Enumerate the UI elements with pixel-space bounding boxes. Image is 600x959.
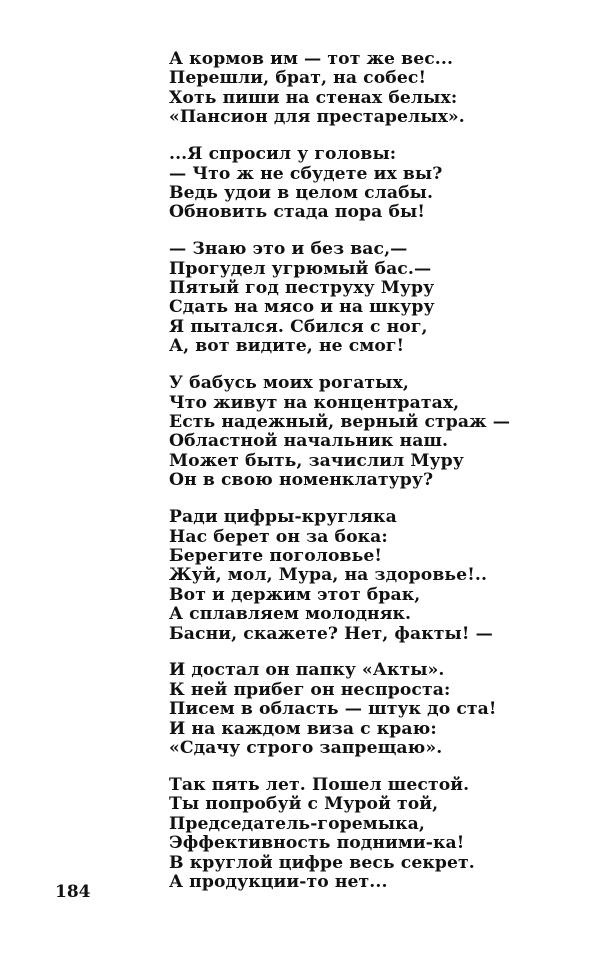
stanza-4 bbox=[169, 373, 510, 491]
stanza-3 bbox=[169, 240, 499, 356]
poem-line: «Пансион для престарелых». bbox=[169, 107, 465, 128]
poem-line: Ведь удои в целом слабы. bbox=[169, 182, 434, 203]
poem-line: Областной начальник наш. bbox=[169, 431, 449, 452]
poem-line: А продукции-то нет... bbox=[169, 872, 388, 893]
poem-line: К ней прибег он неспроста: bbox=[169, 679, 451, 700]
poem-line: «Сдачу строго запрещаю». bbox=[169, 738, 443, 759]
poem-line: Сдать на мясо и на шкуру bbox=[169, 297, 435, 318]
poem-line: А кормов им — тот же вес... bbox=[169, 49, 454, 69]
stanza-1 bbox=[169, 50, 499, 128]
stanza-6 bbox=[169, 661, 499, 758]
stanza-7 bbox=[169, 776, 499, 892]
poem-line: Я пытался. Сбился с ног, bbox=[169, 316, 428, 337]
poem-line: А сплавляем молодняк. bbox=[169, 604, 412, 625]
poem-line: Ты попробуй с Мурой той, bbox=[169, 794, 439, 815]
poem-line: Так пять лет. Пошел шестой. bbox=[169, 775, 470, 795]
poem-line: Эффективность подними-ка! bbox=[169, 833, 465, 854]
poem-line: Пятый год пеструху Муру bbox=[169, 278, 435, 299]
poem-line: Берегите поголовье! bbox=[169, 545, 383, 566]
poem-line: Перешли, брат, на собес! bbox=[169, 68, 427, 89]
poem-line: — Что ж не сбудете их вы? bbox=[169, 163, 443, 184]
poem-line: Вот и держим этот брак, bbox=[169, 584, 421, 605]
stanza-5 bbox=[169, 508, 499, 644]
poem-line: Есть надежный, верный страж — bbox=[169, 412, 510, 432]
poem-line: Председатель-горемыка, bbox=[169, 813, 425, 834]
poem-line: Он в свою номенклатуру? bbox=[169, 470, 434, 491]
poem-line: Басни, скажете? Нет, факты! — bbox=[169, 623, 493, 644]
stanza-2 bbox=[169, 145, 499, 223]
poem-line: В круглой цифре весь секрет. bbox=[169, 852, 475, 873]
poem-line: Может быть, зачислил Муру bbox=[169, 450, 464, 471]
poem-line: Что живут на концентратах, bbox=[169, 392, 460, 413]
poem-line: Прогудел угрюмый бас.— bbox=[169, 258, 432, 279]
poem-line: А, вот видите, не смог! bbox=[169, 336, 405, 357]
poem-line: — Знаю это и без вас,— bbox=[169, 239, 408, 260]
poem-line: Хоть пиши на стенах белых: bbox=[169, 87, 458, 108]
poem-body bbox=[169, 49, 510, 910]
poem-line: Нас берет он за бока: bbox=[169, 526, 388, 547]
poem-line: ...Я спросил у головы: bbox=[169, 144, 397, 165]
poem-line: Обновить стада пора бы! bbox=[169, 202, 426, 223]
poem-line: Писем в область — штук до ста! bbox=[169, 699, 497, 720]
poem-line: Ради цифры-кругляка bbox=[169, 507, 397, 528]
poem-line: Жуй, мол, Мура, на здоровье!.. bbox=[169, 565, 488, 586]
poem-line: И на каждом виза с краю: bbox=[169, 718, 437, 739]
poem-line: И достал он папку «Акты». bbox=[169, 660, 445, 681]
poem-line: У бабусь моих рогатых, bbox=[169, 373, 409, 394]
page-number: 184 bbox=[55, 882, 91, 902]
